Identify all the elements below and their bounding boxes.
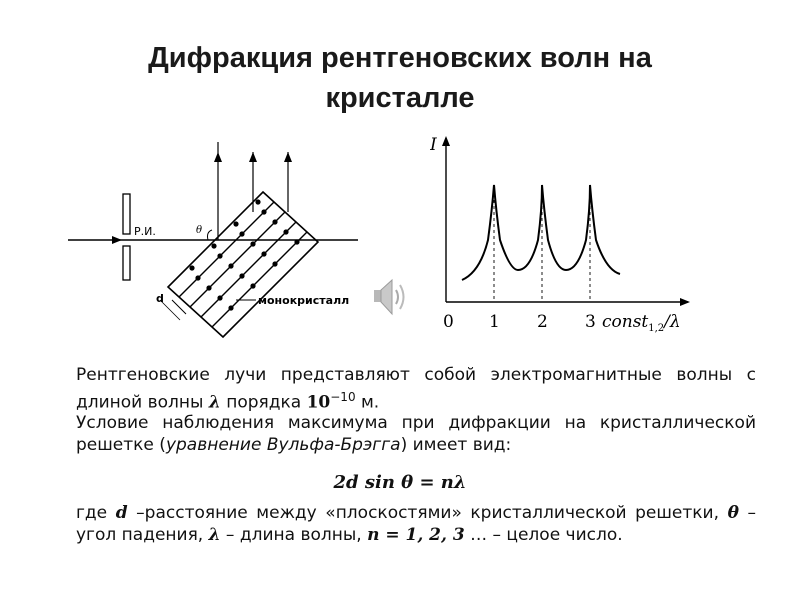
speaker-icon[interactable] [372,272,408,322]
title-line-2: кристалле [325,82,475,114]
p3-text-c: – угол падения, [76,503,756,545]
x-axis-label-tail: /λ [664,312,681,332]
p3-d: d [115,503,128,523]
p1-lambda: λ [208,392,221,413]
p3-text-d: – длина волны, [220,525,368,545]
angle-arc [208,230,213,240]
incident-arrow [112,236,122,244]
intensity-graph [430,130,700,335]
p1-text-b: порядка [220,392,307,413]
p3-n: n = 1, 2, 3 [367,525,465,545]
intensity-curve [462,185,620,280]
spacing-label: d [156,292,164,305]
source-label: Р.И. [134,225,156,238]
crystal-diagram [68,132,368,344]
paragraph-1 [76,364,756,414]
reflected-arrow-3 [284,152,292,162]
p3-text-e: … – целое число. [464,525,623,545]
p3-text-b: –расстояние между «плоскостями» кристаллической решетки, [127,503,728,523]
p2-italic: уравнение Вульфа-Брэгга [165,435,401,455]
p1-exp: −10 [330,390,356,404]
p1-text-a: Рентгеновские лучи представляют собой электромагнитные волны с длиной волны [76,365,756,413]
slit-top [123,194,130,234]
x-axis-label-main: const [602,312,649,332]
crystal-label: монокристалл [258,294,350,307]
y-axis-label: I [430,135,437,155]
p1-base: 10 [306,392,331,413]
x-axis-label-sub: 1,2 [648,323,665,334]
x-axis-label [602,312,681,334]
angle-label: θ [196,225,203,236]
bragg-formula: 2d sin θ = nλ [333,472,467,493]
x-tick-3: 3 [585,312,596,332]
x-tick-2: 2 [537,312,548,332]
p2-text: Условие наблюдения максимума при дифракции на кристаллической решетке ( [76,413,756,455]
paragraph-3 [76,502,756,546]
p3-theta: θ [727,503,739,523]
page-title [60,38,740,118]
p2-end: ) имеет вид: [400,435,512,455]
x-tick-1: 1 [489,312,500,332]
paragraph-2 [76,412,756,456]
title-line-1: Дифракция рентгеновских волн на [148,42,652,74]
p3-text-a: где [76,503,116,523]
reflected-arrow-1 [214,152,222,162]
p3-lambda: λ [208,525,221,545]
reflected-arrow-2 [249,152,257,162]
slit-bottom [123,246,130,280]
p1-text-c: м. [355,392,380,413]
crystal-outline [168,192,318,337]
x-tick-0: 0 [443,312,454,332]
